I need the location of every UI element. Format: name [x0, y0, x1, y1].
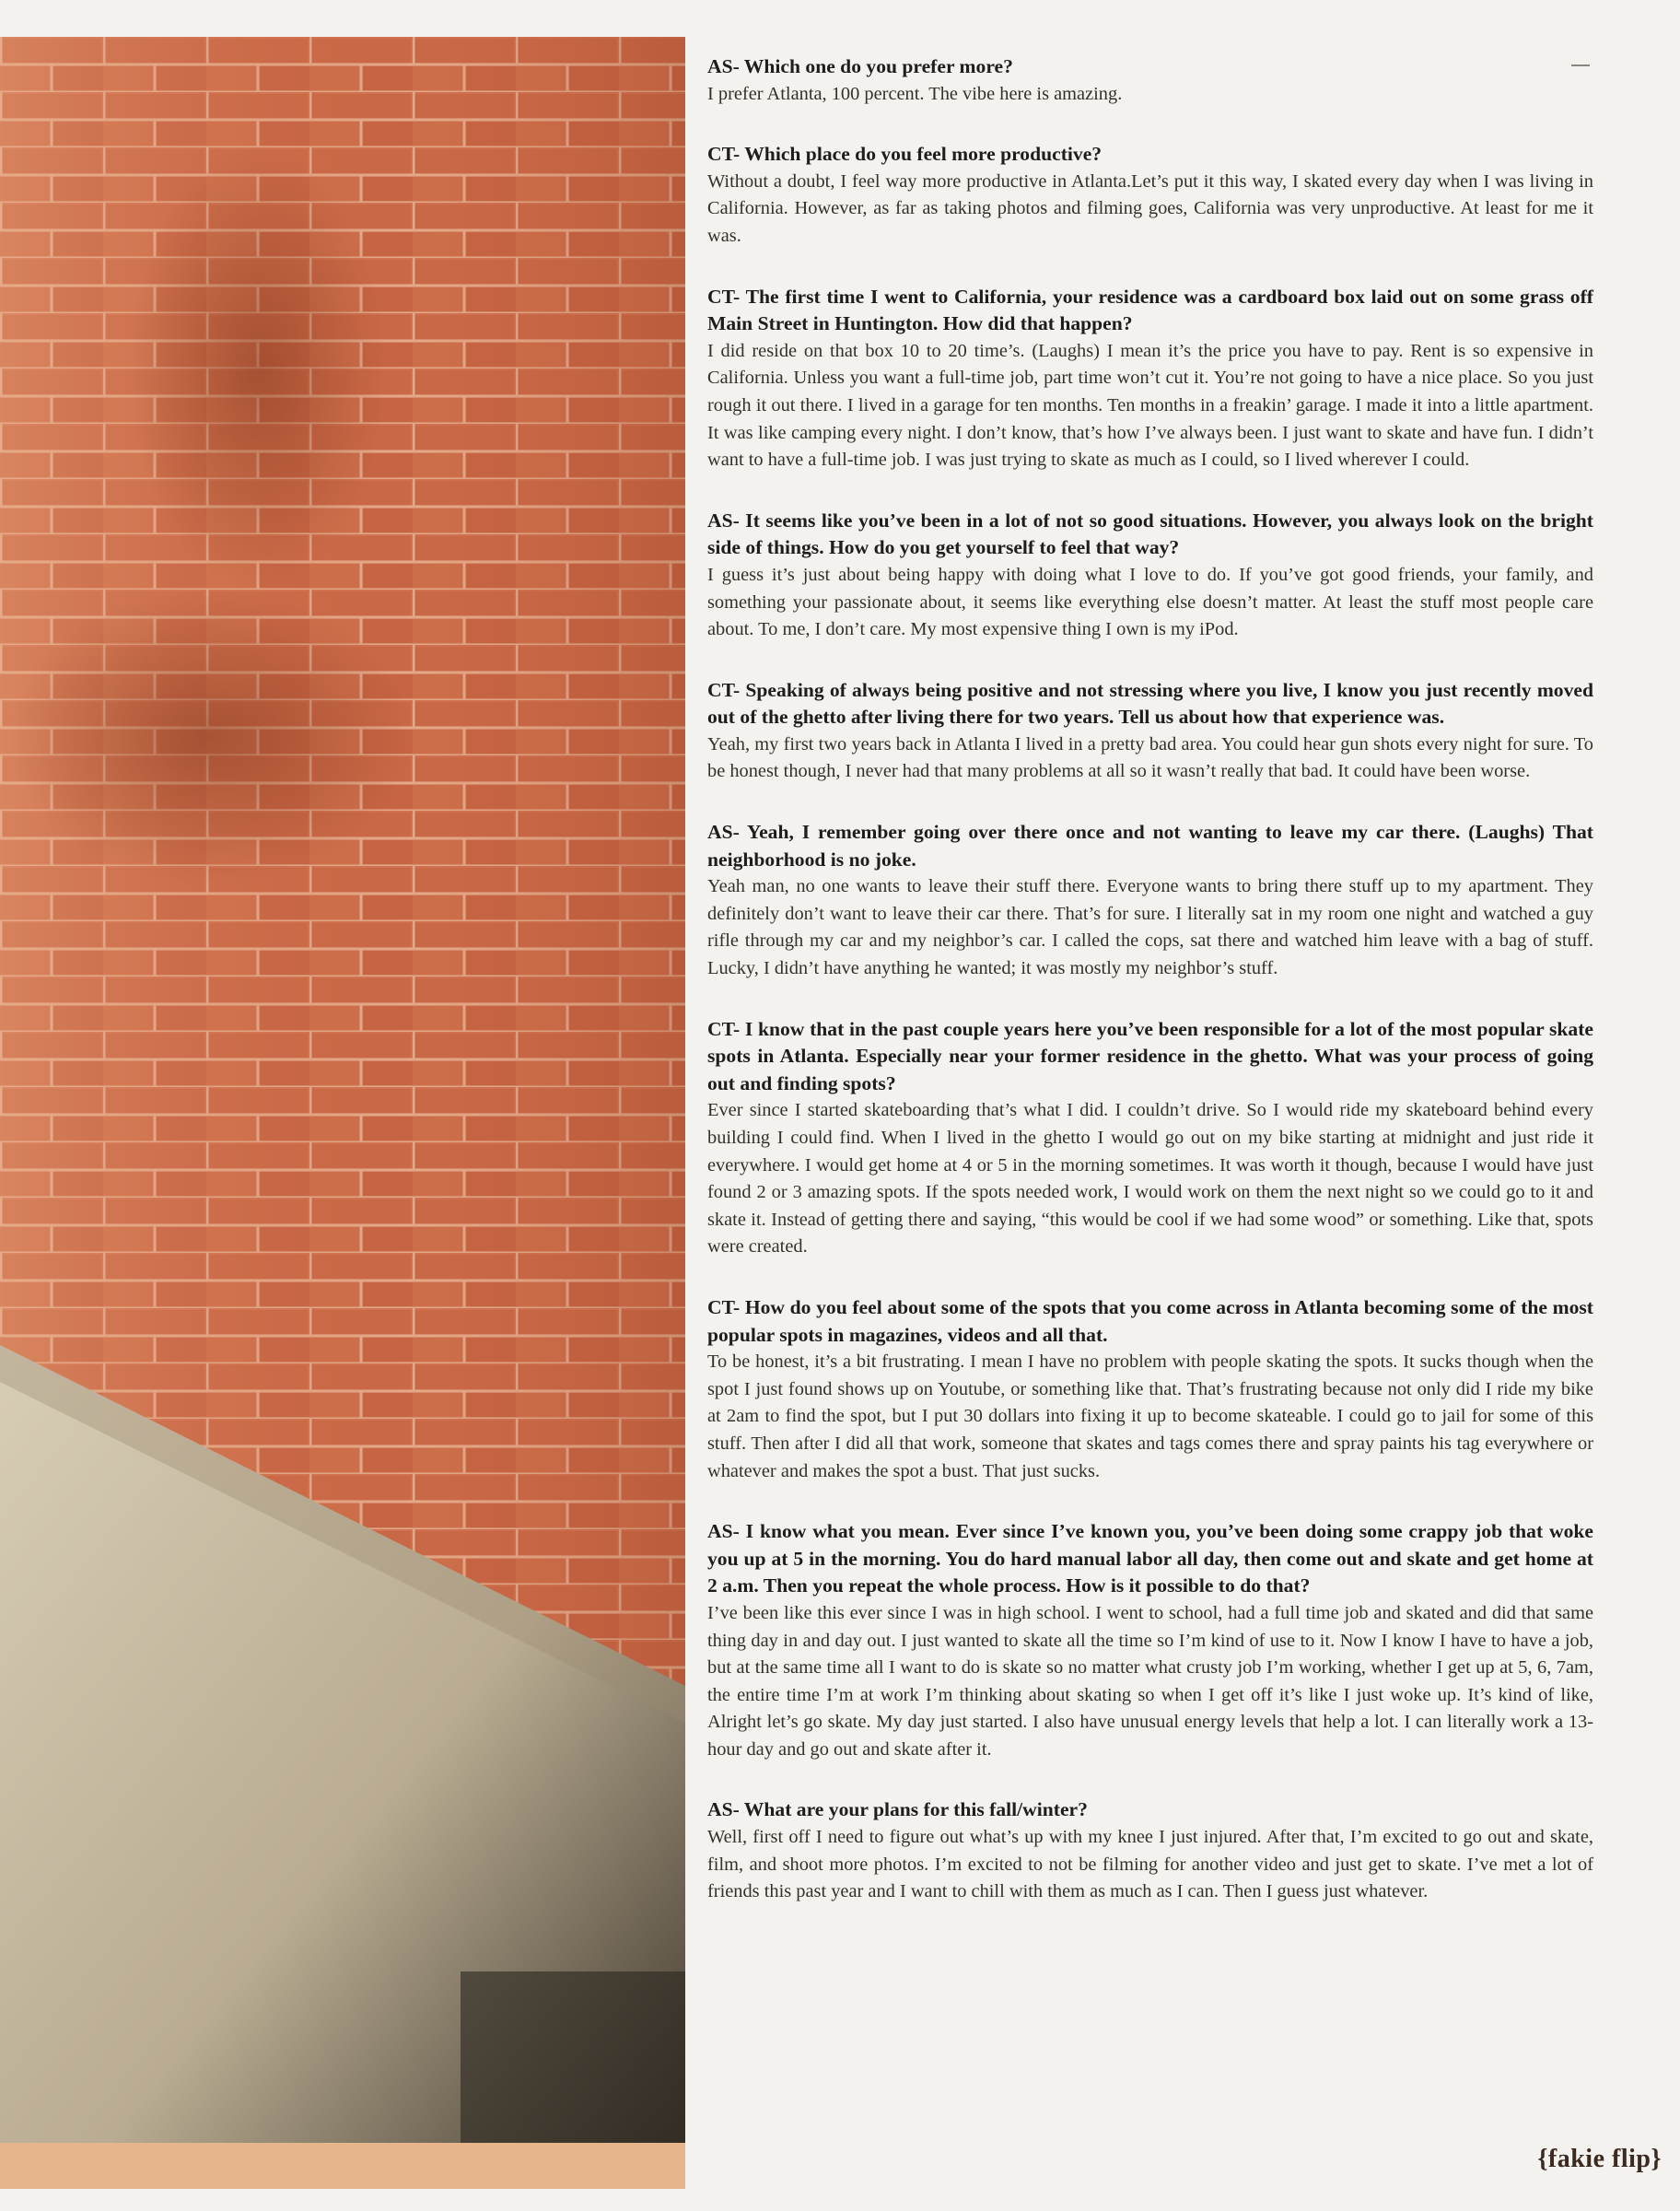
brick-wall-photo [0, 37, 685, 2189]
qa-block [707, 819, 1593, 983]
answer: Ever since I started skateboarding that’s what I did. I couldn’t drive. So I would ride my skateboard behind every building I could find. When I lived in the ghetto I would go out on my bike starting at midnight and just ride it everywhere. I would get home at 4 or 5 in the morning sometimes. It was worth it though, because I would have just found 2 or 3 amazing spots. If the spots needed work, I would work on them the next night so we could go to it and skate it. Instead of getting there and saying, “this would be cool if we had some wood” or something. Like that, spots were created. [707, 1100, 1593, 1258]
question: CT- How do you feel about some of the spots that you come across in Atlanta becoming some of the most popular spots in magazines, videos and all that. [707, 1295, 1593, 1346]
interview-column [707, 53, 1593, 1939]
answer: I guess it’s just about being happy with doing what I love to do. If you’ve got good friends, your family, and something your passionate about, it seems like everything else doesn’t matter. At least the stuff most people care about. To me, I don’t care. My most expensive thing I own is my iPod. [707, 564, 1593, 640]
answer: Well, first off I need to figure out what’s up with my knee I just injured. After that, I’m excited to go out and skate, film, and shoot more photos. I’m excited to not be filming for another video and just get to skate. I’ve met a lot of friends this past year and I want to chill with them as much as I can. Then I guess just whatever. [707, 1827, 1593, 1902]
question: AS- What are your plans for this fall/winter? [707, 1798, 1088, 1821]
question: AS- Yeah, I remember going over there once and not wanting to leave my car there. (Laughs) That neighborhood is no joke. [707, 821, 1593, 871]
qa-block [707, 677, 1593, 786]
answer: Without a doubt, I feel way more productive in Atlanta.Let’s put it this way, I skated every day when I was living in California. However, as far as taking photos and filming goes, California was very unproductive. At least for me it was. [707, 170, 1593, 246]
answer: I’ve been like this ever since I was in high school. I went to school, had a full time job and skated and did that same thing day in and day out. I just wanted to skate all the time so I’m kind of use to it. Now I know I have to have a job, but at the same time all I want to do is skate so no matter what crusty job I’m working, whether I get up at 5, 6, 7am, the entire time I’m at work I’m thinking about skating so when I get off it’s like I just woke up. It’s kind of like, Alright let’s go skate. My day just started. I also have unusual energy levels that help a lot. I can literally work a 13-hour day and go out and skate after it. [707, 1602, 1593, 1760]
answer: Yeah man, no one wants to leave their stuff there. Everyone wants to bring there stuff up to my apartment. They definitely don’t want to leave their car there. That’s for sure. I literally sat in my room one night and watched a guy rifle through my car and my neighbor’s car. I called the cops, sat there and watched him leave with a bag of stuff. Lucky, I didn’t have anything he wanted; it was mostly my neighbor’s stuff. [707, 876, 1593, 979]
qa-block [707, 53, 1593, 108]
question: CT- The first time I went to California, your residence was a cardboard box laid out on some grass off Main Street in Huntington. How did that happen? [707, 285, 1593, 335]
question: AS- Which one do you prefer more? [707, 55, 1013, 77]
qa-block [707, 1796, 1593, 1905]
qa-block [707, 1016, 1593, 1261]
qa-block [707, 284, 1593, 474]
answer: To be honest, it’s a bit frustrating. I mean I have no problem with people skating the spots. It sucks though when the spot I just found shows up on Youtube, or something like that. That’s frustrating because not only did I ride my bike at 2am to find the spot, but I put 30 dollars into fixing it up to become skateable. I could go to jail for some of this stuff. Then after I did all that work, someone that skates and tags comes there and spray paints his tag everywhere or whatever and makes the spot a bust. That just sucks. [707, 1351, 1593, 1481]
answer: I did reside on that box 10 to 20 time’s. (Laughs) I mean it’s the price you have to pay. Rent is so expensive in California. Unless you want a full-time job, part time won’t cut it. You’re not going to have a nice place. So you just rough it out there. I lived in a garage for ten months. Ten months in a freakin’ garage. I made it into a little apartment. It was like camping every night. I don’t know, that’s how I’ve always been. I just want to skate and have fun. I didn’t want to have a full-time job. I was just trying to skate as much as I could, so I lived wherever I could. [707, 340, 1593, 471]
question: CT- Which place do you feel more productive? [707, 143, 1102, 166]
question: AS- I know what you mean. Ever since I’ve known you, you’ve been doing some crappy job that woke you up at 5 in the morning. You do hard manual labor all day, then come out and skate and get home at 2 a.m. Then you repeat the whole process. How is it possible to do that? [707, 1520, 1593, 1597]
qa-block [707, 1518, 1593, 1763]
question: CT- Speaking of always being positive and not stressing where you live, I know you just recently moved out of the ghetto after living there for two years. Tell us about how that experience was. [707, 678, 1593, 729]
answer: Yeah, my first two years back in Atlanta I lived in a pretty bad area. You could hear gun shots every night for sure. To be honest though, I never had that many problems at all so it wasn’t really that bad. It could have been worse. [707, 733, 1593, 782]
photo-caption: {fakie flip} [1537, 2145, 1662, 2173]
qa-block [707, 508, 1593, 644]
skate-photo [0, 37, 685, 2189]
qa-block [707, 141, 1593, 250]
answer: I prefer Atlanta, 100 percent. The vibe here is amazing. [707, 83, 1123, 104]
qa-block [707, 1294, 1593, 1485]
caption-bar [0, 2143, 685, 2189]
question: AS- It seems like you’ve been in a lot of not so good situations. However, you always look on the bright side of things. How do you get yourself to feel that way? [707, 509, 1593, 559]
question: CT- I know that in the past couple years here you’ve been responsible for a lot of the most popular skate spots in Atlanta. Especially near your former residence in the ghetto. What was your process of going out and finding spots? [707, 1017, 1593, 1094]
